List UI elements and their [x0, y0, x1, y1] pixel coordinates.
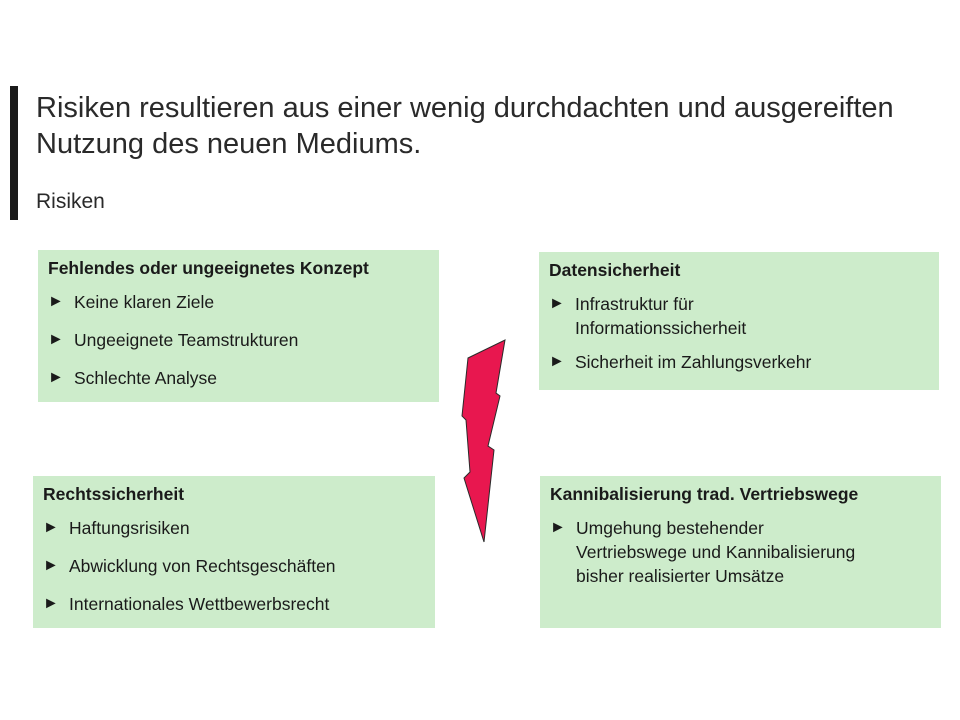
risk-item — [48, 328, 429, 352]
bullet-arrow-icon: ► — [549, 353, 565, 370]
page-title — [36, 90, 936, 162]
accent-bar — [10, 86, 18, 220]
risk-box-title: Datensicherheit — [549, 260, 681, 280]
bullet-arrow-icon: ► — [43, 557, 59, 574]
risk-box-title: Fehlendes oder ungeeignetes Konzept — [48, 258, 369, 278]
risk-box-rechtssicherheit — [33, 476, 435, 628]
risk-item-text: Sicherheit im Zahlungsverkehr — [575, 352, 812, 372]
risk-item — [549, 350, 929, 374]
risk-item — [48, 290, 429, 314]
lightning-bolt-shape — [462, 340, 505, 542]
risk-item — [48, 366, 429, 390]
risk-item-text: Schlechte Analyse — [74, 368, 218, 388]
bullet-arrow-icon: ► — [48, 293, 64, 310]
bullet-arrow-icon: ► — [43, 595, 59, 612]
risk-box-kannibalisierung — [540, 476, 941, 628]
risk-item — [43, 592, 425, 616]
title-line-1: Risiken resultieren aus einer wenig durchdachten und ausgereiften — [36, 92, 894, 124]
risk-item — [549, 292, 929, 340]
bullet-arrow-icon: ► — [48, 369, 64, 386]
bullet-arrow-icon: ► — [550, 519, 566, 536]
lightning-bolt-icon — [458, 338, 518, 548]
bullet-arrow-icon: ► — [43, 519, 59, 536]
risk-item-text: Keine klaren Ziele — [74, 292, 215, 312]
risk-box-datensicherheit — [539, 252, 939, 390]
risk-box-konzept — [38, 250, 439, 402]
risk-item-text: Ungeeignete Teamstrukturen — [74, 330, 299, 350]
risk-box-title: Kannibalisierung trad. Vertriebswege — [550, 484, 859, 504]
risk-item-text: Internationales Wettbewerbsrecht — [69, 594, 330, 614]
risk-item-text: Abwicklung von Rechtsgeschäften — [69, 556, 336, 576]
bullet-arrow-icon: ► — [48, 331, 64, 348]
risk-item — [43, 554, 425, 578]
risk-box-title: Rechtssicherheit — [43, 484, 185, 504]
risk-item-text: Infrastruktur für Informationssicherheit — [575, 294, 747, 338]
risk-item-text: Umgehung bestehender Vertriebswege und Kannibalisierung bisher realisierter Umsätze — [576, 518, 856, 586]
risk-item — [43, 516, 425, 540]
risk-item-text: Haftungsrisiken — [69, 518, 190, 538]
bullet-arrow-icon: ► — [549, 295, 565, 312]
risk-item — [550, 516, 931, 588]
page-subtitle: Risiken — [36, 190, 105, 213]
title-line-2: Nutzung des neuen Mediums. — [36, 128, 422, 160]
